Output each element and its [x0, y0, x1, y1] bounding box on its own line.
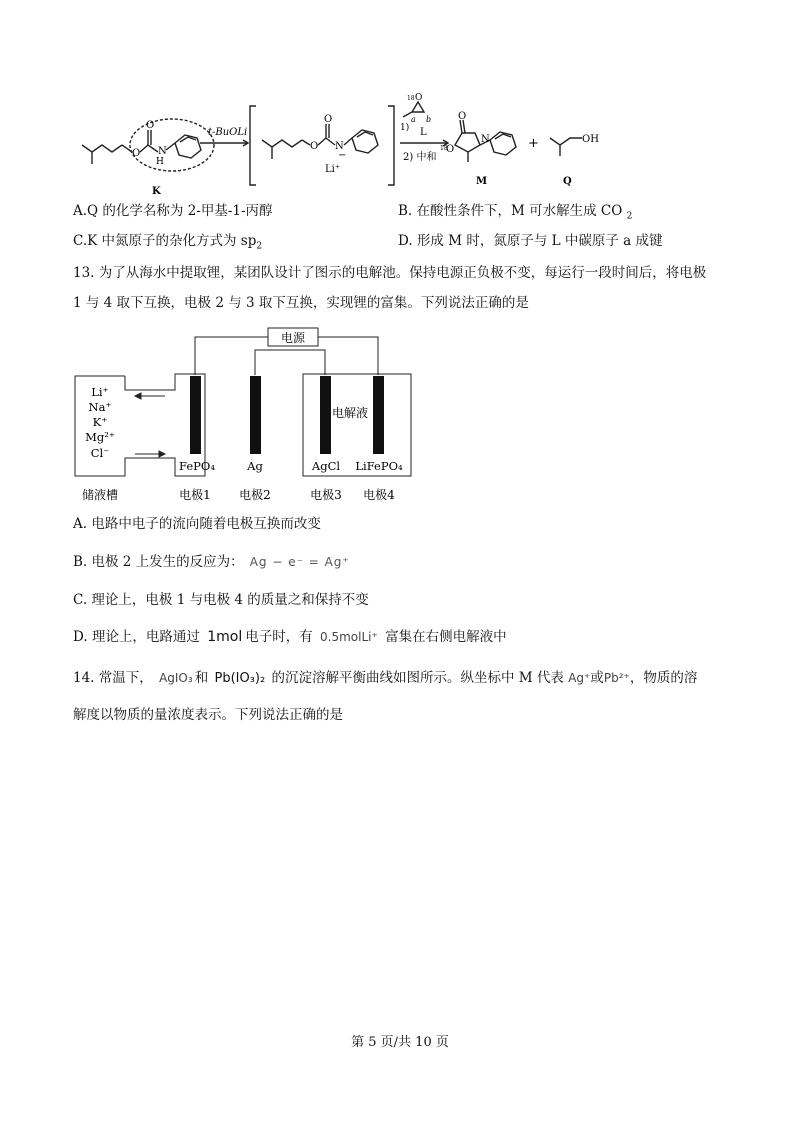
q14-stem-line2: 解度以物质的量浓度表示。下列说法正确的是 [73, 707, 343, 723]
q13-option-b-text: B. 电极 2 上发生的反应为： [73, 554, 244, 570]
step-1: 1) [400, 123, 410, 133]
atom-o: O [415, 93, 423, 103]
atom-o: O [458, 111, 467, 122]
isotope-18: 18 [407, 95, 415, 102]
q12-option-d: D. 形成 M 时，氮原子与 L 中碳原子 a 成键 [398, 233, 663, 249]
ion-mg: Mg²⁺ [85, 430, 115, 444]
q13-stem-line1: 13. 为了从海水中提取锂，某团队设计了图示的电解池。保持电源正负极不变，每运行一段时间后，将电极 [73, 265, 707, 281]
q13-option-d-text: D. 理论上，电路通过 [73, 629, 200, 645]
electrolyte-label: 电解液 [332, 406, 369, 420]
label-m: M [476, 176, 488, 187]
material-agcl: AgCl [311, 459, 341, 473]
minus-sign: − [338, 150, 347, 161]
reaction-scheme [70, 90, 710, 195]
atom-n: N [481, 134, 490, 145]
carbon-b: b [426, 115, 432, 124]
q13-option-d-text: 电子时，有 [245, 629, 313, 645]
atom-n: N [335, 141, 344, 152]
electrode-3 [320, 376, 331, 454]
electrode-2 [250, 376, 261, 454]
material-ag: Ag [247, 459, 263, 473]
q13-option-a: A. 电路中电子的流向随着电极互换而改变 [73, 516, 321, 532]
electrode-4 [373, 376, 384, 454]
hydroxyl: OH [582, 134, 599, 145]
ion-cl: Cl⁻ [90, 446, 110, 460]
q13-option-b [73, 552, 350, 572]
q12-option-c-text: C.K 中氮原子的杂化方式为 sp [73, 233, 257, 249]
label-k: K [152, 186, 161, 195]
q13-stem-line2: 1 与 4 取下互换，电极 2 与 3 取下互换，实现锂的富集。下列说法正确的是 [73, 295, 529, 311]
q14-text: 和 [194, 670, 209, 686]
reagent-tbuoli: t-BuOLi [208, 127, 248, 138]
material-lifepo4: LiFePO₄ [355, 459, 403, 473]
storage-tank-label: 储液槽 [81, 488, 119, 502]
power-source-label: 电源 [280, 331, 306, 345]
formula-agio3: AgIO₃ [159, 671, 193, 685]
q12-option-a: A.Q 的化学名称为 2-甲基-1-丙醇 [73, 203, 273, 219]
material-fepo4: FePO₄ [179, 459, 215, 473]
atom-o: O [132, 148, 141, 159]
q13-option-b-equation: Ag − e⁻ = Ag⁺ [249, 555, 350, 569]
q13-option-d [73, 627, 507, 647]
plus-sign: + [528, 136, 539, 151]
electrode-3-label: 电极3 [310, 488, 342, 502]
electrolysis-diagram [70, 320, 430, 510]
lithium-ion: Li⁺ [325, 164, 341, 175]
electrode-2-label: 电极2 [239, 488, 271, 502]
q12-option-b-text: B. 在酸性条件下，M 可水解生成 CO [398, 203, 623, 219]
step-2: 2) 中和 [403, 152, 437, 163]
q12-option-b [398, 201, 632, 227]
ion-k: K⁺ [92, 415, 108, 429]
q13-option-c: C. 理论上，电极 1 与电极 4 的质量之和保持不变 [73, 592, 369, 608]
subscript: 2 [626, 211, 633, 222]
q14-text: 或 [590, 670, 604, 686]
reagent-l: L [420, 127, 427, 138]
label-q: Q [563, 176, 572, 187]
q13-option-d-text: 富集在右侧电解液中 [385, 629, 507, 645]
q14-text: 14. 常温下， [73, 670, 153, 686]
q13-option-d-value1: 1mol [207, 629, 243, 645]
page-footer: 第 5 页/共 10 页 [351, 1035, 449, 1050]
atom-n: N [158, 146, 167, 157]
electrode-4-label: 电极4 [363, 488, 395, 502]
formula-pb-ion: Pb²⁺ [603, 671, 630, 685]
atom-h: H [156, 157, 164, 167]
ion-li: Li⁺ [91, 385, 109, 399]
q12-option-c [73, 231, 262, 257]
electrode-1-label: 电极1 [179, 488, 211, 502]
atom-o: O [310, 141, 319, 152]
formula-ag-ion: Ag⁺ [568, 671, 591, 685]
atom-o: O [324, 114, 333, 125]
q13-option-d-value2: 0.5molLi⁺ [320, 630, 378, 644]
formula-pbio32: Pb(IO₃)₂ [214, 671, 266, 686]
carbon-a: a [411, 115, 416, 124]
subscript: 2 [256, 241, 263, 252]
ion-na: Na⁺ [88, 400, 112, 414]
q14-text: ，物质的溶 [629, 670, 698, 686]
isotope-18: 18 [440, 145, 448, 152]
atom-o: O [446, 144, 455, 155]
q14-stem-line1 [73, 668, 697, 689]
electrode-1 [190, 376, 201, 454]
q14-text: 的沉淀溶解平衡曲线如图所示。纵坐标中 M 代表 [271, 670, 564, 686]
atom-o: O [146, 120, 155, 131]
